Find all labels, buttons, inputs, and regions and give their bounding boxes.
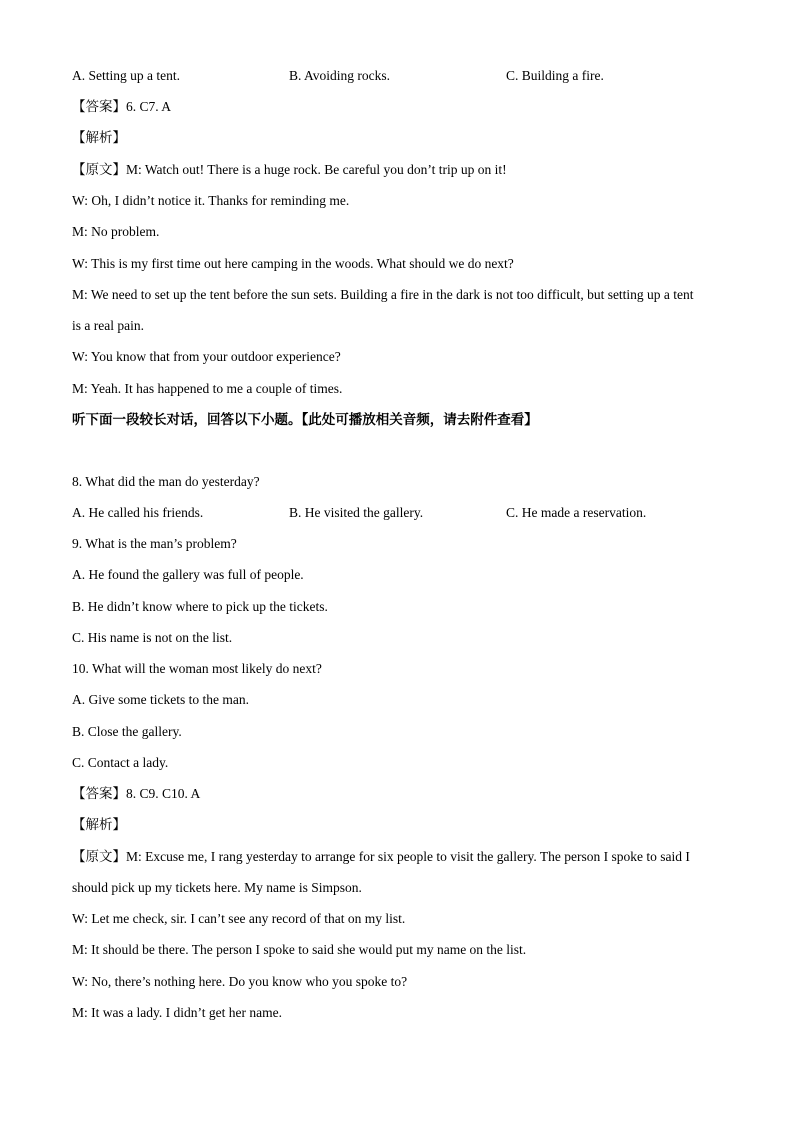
script-2-line-4: W: No, there’s nothing here. Do you know who you spoke to? xyxy=(72,974,408,989)
script-1-line-0 xyxy=(72,161,507,179)
q8-option-a: A. He called his friends. xyxy=(72,505,204,520)
script-1-line-5: is a real pain. xyxy=(72,318,144,333)
script-1-line-7: M: Yeah. It has happened to me a couple of times. xyxy=(72,381,343,396)
q8-question: 8. What did the man do yesterday? xyxy=(72,474,260,489)
q8-option-b: B. He visited the gallery. xyxy=(289,505,424,520)
q7-option-a: A. Setting up a tent. xyxy=(72,68,180,83)
answer-label: 【答案】 xyxy=(72,786,126,802)
analysis-label-1: 【解析】 xyxy=(72,130,126,146)
analysis-label-2: 【解析】 xyxy=(72,817,126,833)
listening-instruction: 听下面一段较长对话，回答以下小题。【此处可播放相关音频，请去附件查看】 xyxy=(72,412,538,428)
script-1-line-4: M: We need to set up the tent before the sun sets. Building a fire in the dark is not too difficult, but setting up a tent xyxy=(72,287,694,302)
q7-option-b: B. Avoiding rocks. xyxy=(289,68,390,83)
q8-option-c: C. He made a reservation. xyxy=(506,505,647,520)
script-2-line-5: M: It was a lady. I didn’t get her name. xyxy=(72,1005,282,1020)
q10-option-c: C. Contact a lady. xyxy=(72,755,169,770)
answer-1 xyxy=(72,98,171,116)
script-2-line-1: should pick up my tickets here. My name is Simpson. xyxy=(72,880,362,895)
answer-text: 8. C9. C10. A xyxy=(126,786,201,801)
q7-option-c: C. Building a fire. xyxy=(506,68,604,83)
script-1-line-6: W: You know that from your outdoor experience? xyxy=(72,349,341,364)
q10-option-a: A. Give some tickets to the man. xyxy=(72,692,249,707)
script-1-line-1: W: Oh, I didn’t notice it. Thanks for reminding me. xyxy=(72,193,350,208)
q9-option-c: C. His name is not on the list. xyxy=(72,630,233,645)
script-text: M: Watch out! There is a huge rock. Be careful you don’t trip up on it! xyxy=(126,162,507,177)
q9-option-b: B. He didn’t know where to pick up the tickets. xyxy=(72,599,328,614)
q9-question: 9. What is the man’s problem? xyxy=(72,536,237,551)
q10-question: 10. What will the woman most likely do next? xyxy=(72,661,322,676)
script-2-line-2: W: Let me check, sir. I can’t see any record of that on my list. xyxy=(72,911,406,926)
script-2-line-0 xyxy=(72,848,690,866)
q9-option-a: A. He found the gallery was full of people. xyxy=(72,567,304,582)
script-text: M: Excuse me, I rang yesterday to arrange for six people to visit the gallery. The person I spoke to said I xyxy=(126,849,690,864)
script-1-line-3: W: This is my first time out here camping in the woods. What should we do next? xyxy=(72,256,514,271)
answer-2 xyxy=(72,785,200,803)
answer-label: 【答案】 xyxy=(72,99,126,115)
script-2-line-3: M: It should be there. The person I spoke to said she would put my name on the list. xyxy=(72,942,527,957)
script-label: 【原文】 xyxy=(72,162,126,178)
answer-text: 6. C7. A xyxy=(126,99,172,114)
script-1-line-2: M: No problem. xyxy=(72,224,160,239)
q10-option-b: B. Close the gallery. xyxy=(72,724,182,739)
script-label: 【原文】 xyxy=(72,849,126,865)
